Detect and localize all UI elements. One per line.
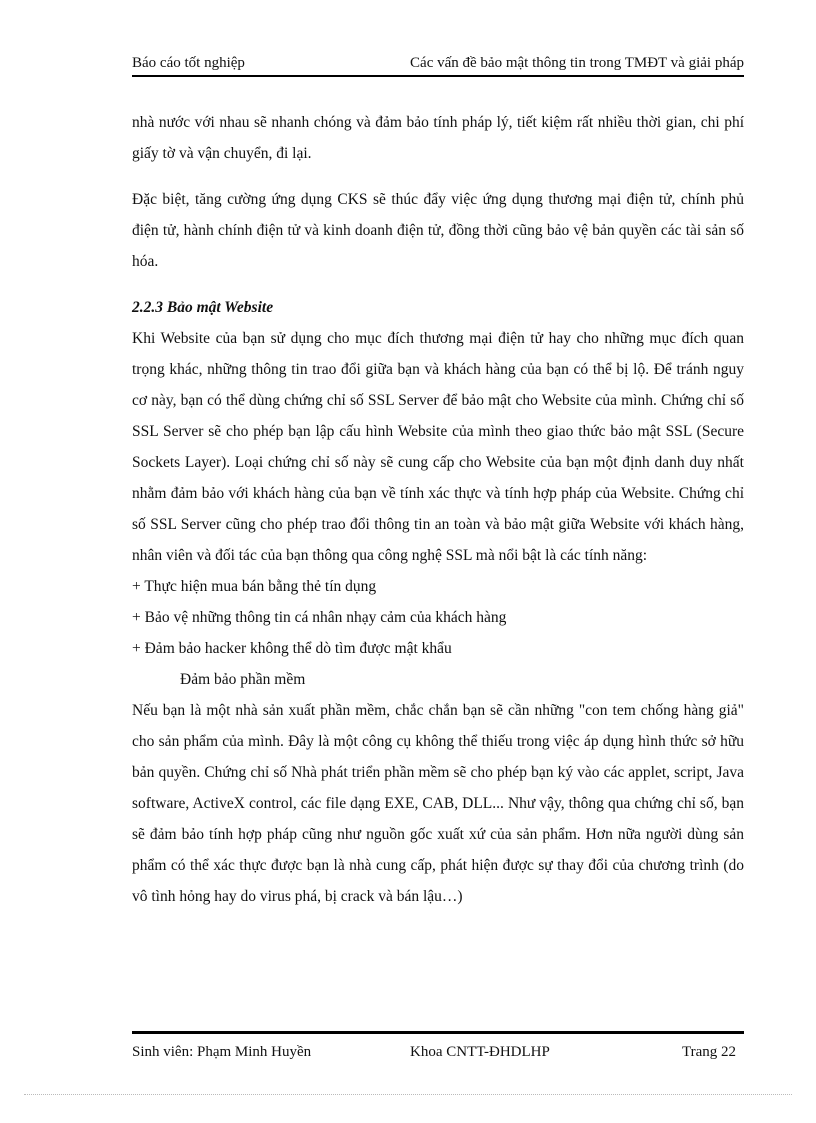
footer-page-number: Trang 22 bbox=[681, 1044, 736, 1060]
paragraph-website-security: Khi Website của bạn sử dụng cho mục đích thương mại điện tử hay cho những mục đích quan trọng khác, những thông tin trao đổi giữa bạn và khách hàng của bạn có thể bị lộ. Để tránh nguy cơ này, bạn có thể dùng chứng chỉ số SSL Server để bảo mật cho Website của mình. Chứng chỉ số SSL Server sẽ cho phép bạn lập cấu hình Website của mình theo giao thức bảo mật SSL (Secure Sockets Layer). Loại chứng chỉ số này sẽ cung cấp cho Website của bạn một định danh duy nhất nhằm đảm bảo với khách hàng của bạn về tính xác thực và tính hợp pháp của Website. Chứng chỉ số SSL Server cũng cho phép trao đổi thông tin an toàn và bảo mật giữa Website với khách hàng, nhân viên và đối tác của bạn thông qua công nghệ SSL mà nổi bật là các tính năng: bbox=[132, 330, 744, 564]
bullet-item: + Đảm bảo hacker không thể dò tìm được mật khẩu bbox=[132, 640, 452, 657]
document-body bbox=[132, 107, 744, 912]
page-boundary bbox=[24, 1094, 792, 1095]
paragraph-software-security: Nếu bạn là một nhà sản xuất phần mềm, chắc chắn bạn sẽ cần những "con tem chống hàng giả" cho sản phẩm của mình. Đây là một công cụ không thể thiếu trong việc áp dụng hình thức sở hữu bản quyền. Chứng chỉ số Nhà phát triển phần mềm sẽ cho phép bạn ký vào các applet, script, Java software, ActiveX control, các file dạng EXE, CAB, DLL... Như vậy, thông qua chứng chỉ số, bạn sẽ đảm bảo tính hợp pháp cũng như nguồn gốc xuất xứ của sản phẩm. Hơn nữa người dùng sản phẩm có thể xác thực được bạn là nhà cung cấp, phát hiện được sự thay đổi của chương trình (do vô tình hỏng hay do virus phá, bị crack và bán lậu…) bbox=[132, 702, 744, 905]
subheading-software: Đảm bảo phần mềm bbox=[180, 671, 306, 688]
header-report-type: Báo cáo tốt nghiệp bbox=[132, 55, 245, 71]
bullet-item: + Thực hiện mua bán bằng thẻ tín dụng bbox=[132, 578, 377, 595]
footer-author: Sinh viên: Phạm Minh Huyền bbox=[132, 1044, 312, 1060]
section-heading: 2.2.3 Bảo mật Website bbox=[132, 299, 274, 316]
footer-divider bbox=[132, 1031, 744, 1034]
footer-department: Khoa CNTT-ĐHDLHP bbox=[410, 1044, 550, 1060]
header-divider bbox=[132, 75, 744, 77]
header-document-title: Các vấn đề bảo mật thông tin trong TMĐT và giải pháp bbox=[410, 55, 744, 71]
paragraph-continued: nhà nước với nhau sẽ nhanh chóng và đảm bảo tính pháp lý, tiết kiệm rất nhiều thời gian, chi phí giấy tờ và vận chuyển, đi lại. bbox=[132, 114, 744, 162]
page-header bbox=[132, 53, 744, 73]
paragraph-digital-signature: Đặc biệt, tăng cường ứng dụng CKS sẽ thúc đẩy việc ứng dụng thương mại điện tử, chính phủ điện tử, hành chính điện tử và kinh doanh điện tử, đồng thời cũng bảo vệ bản quyền các tài sản số hóa. bbox=[132, 191, 744, 270]
bullet-item: + Bảo vệ những thông tin cá nhân nhạy cảm của khách hàng bbox=[132, 609, 507, 626]
page-footer bbox=[132, 1042, 744, 1062]
